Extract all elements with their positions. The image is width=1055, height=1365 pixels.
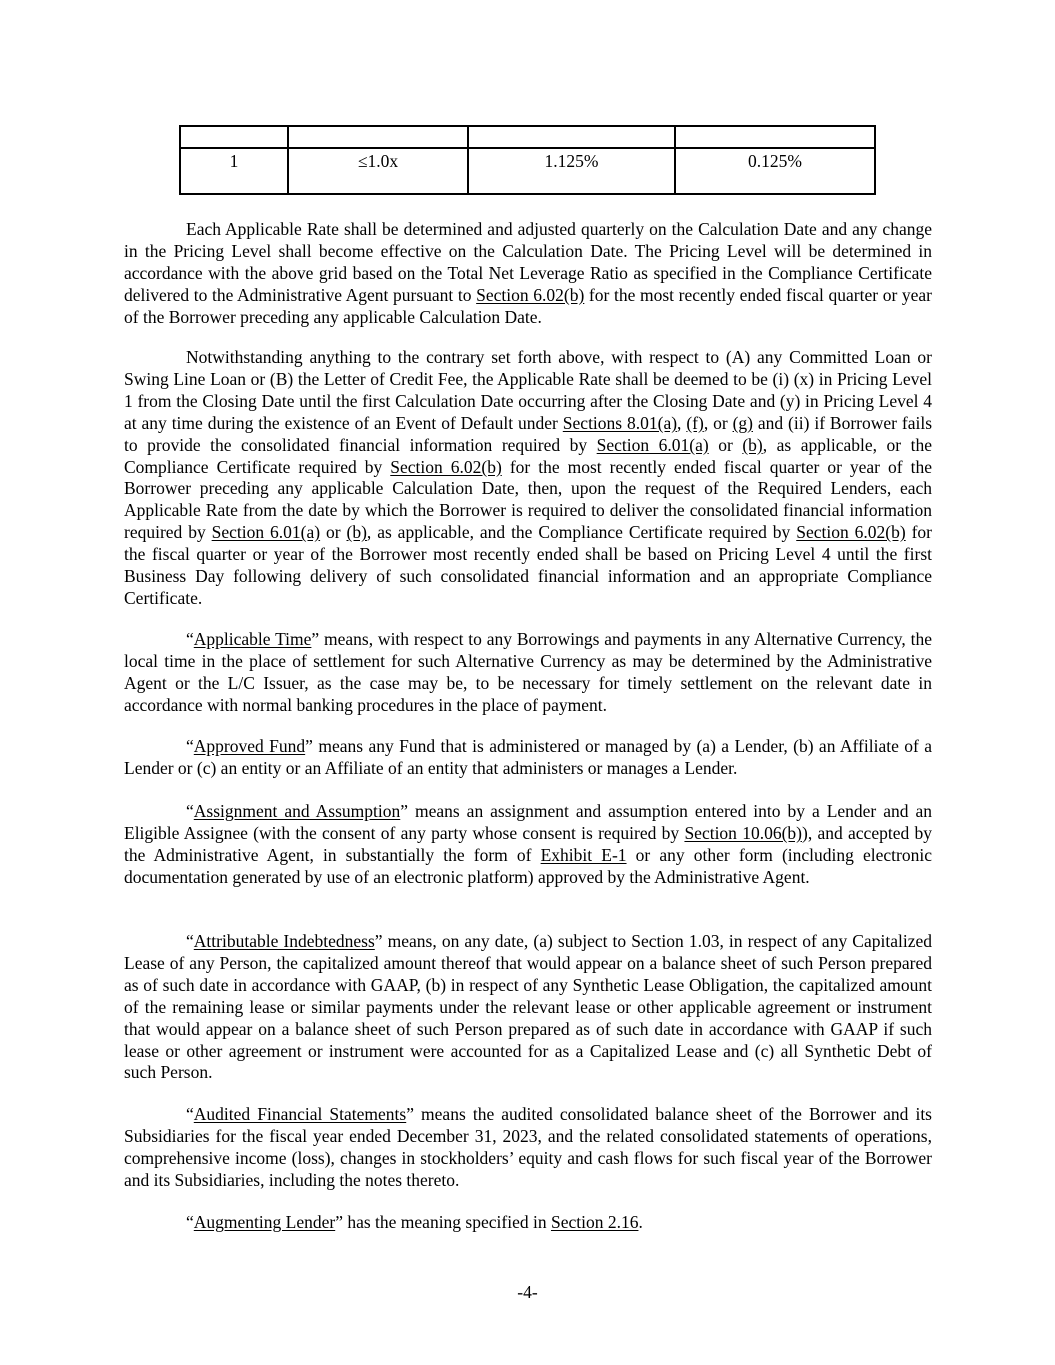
table-cell [675,126,875,148]
definition-attributable-indebtedness: “Attributable Indebtedness” means, on any date, (a) subject to Section 1.03, in respect of any Capitalized Lease of any Person, the capitalized amount thereof that would appear on a balance sheet of such Person prepared as of such date in accordance with GAAP, (b) in respect of any Synthetic Lease Obligation, the capitalized amount of the remaining lease or similar payments under the relevant lease or other applicable agreement or instrument that would appear on a balance sheet of such Person prepared as of such date in accordance with GAAP if such lease or other agreement or instrument were accounted for as a Capitalized Lease and (c) all Synthetic Debt of such Person. [124,931,932,1083]
section-link[interactable]: Section 2.16 [550,1212,639,1232]
section-link[interactable]: (b) [346,522,367,543]
defined-term: Applicable Time [193,629,312,649]
section-link[interactable]: (b) [742,434,763,455]
definition-audited-financial-statements: “Audited Financial Statements” means the audited consolidated balance sheet of the Borrower and its Subsidiaries for the fiscal year ended December 31, 2023, and the related consolidated statements of operations, comprehensive income (loss), changes in stockholders’ equity and cash flows for such fiscal year of the Borrower and its Subsidiaries, including the notes thereto. [124,1104,932,1190]
section-link[interactable]: Section 6.02(b) [390,456,502,477]
paragraph-applicable-rate-adjustment: Each Applicable Rate shall be determined and adjusted quarterly on the Calculation Date and any change in the Pricing Level shall become effective on the Calculation Date. The Pricing Level will be determined in accordance with the above grid based on the Total Net Leverage Ratio as specified in the Compliance Certificate delivered to the Administrative Agent pursuant to Section 6.02(b) for the most recently ended fiscal quarter or year of the Borrower preceding any applicable Calculation Date. [124,219,933,327]
paragraph-notwithstanding: Notwithstanding anything to the contrary set forth above, with respect to (A) any Committed Loan or Swing Line Loan or (B) the Letter of Credit Fee, the Applicable Rate shall be deemed to be (i) (x) in Pricing Level 1 from the Closing Date until the first Calculation Date occurring after the Closing Date and (y) in Pricing Level 4 at any time during the existence of an Event of Default under Sections 8.01(a), (f), or (g) and (ii) if Borrower fails to provide the consolidated financial information required by Section 6.01(a) or (b), as applicable, or the Compliance Certificate required by Section 6.02(b) for the most recently ended fiscal quarter or year of the Borrower preceding any applicable Calculation Date, then, upon the request of the Required Lenders, each Applicable Rate from the date by which the Borrower is required to deliver the consolidated financial information required by Section 6.01(a) or (b), as applicable, and the Compliance Certificate required by Section 6.02(b) for the fiscal quarter or year of the Borrower most recently ended shall be based on Pricing Level 4 until the first Business Day following delivery of such consolidated financial information and an appropriate Compliance Certificate. [124,347,933,608]
section-link[interactable]: Section 6.02(b) [476,284,585,305]
table-cell-fee: 0.125% [675,148,875,194]
table-cell [180,126,288,148]
section-link[interactable]: Section 6.02(b) [796,522,906,543]
table-cell [468,126,675,148]
pricing-grid-table [179,125,876,195]
definition-assignment-and-assumption: “Assignment and Assumption” means an assignment and assumption entered into by a Lender and an Eligible Assignee (with the consent of any party whose consent is required by Section 10.06(b)), and accepted by the Administrative Agent, in substantially the form of Exhibit E-1 or any other form (including electronic documentation generated by use of an electronic platform) approved by the Administrative Agent. [124,801,933,887]
table-header-row [180,126,875,148]
definition-applicable-time: “Applicable Time” means, with respect to any Borrowings and payments in any Alternative Currency, the local time in the place of settlement for such Alternative Currency as may be determined by the Administrative Agent or the L/C Issuer, as the case may be, to be necessary for timely settlement on the relevant date in accordance with normal banking procedures in the place of payment. [124,629,933,715]
section-link[interactable]: (g) [732,412,753,433]
definition-augmenting-lender: “Augmenting Lender” has the meaning specified in Section 2.16. [186,1212,643,1232]
defined-term: Approved Fund [193,736,306,756]
table-cell [288,126,468,148]
definition-approved-fund: “Approved Fund” means any Fund that is administered or managed by (a) a Lender, (b) an Affiliate of a Lender or (c) an entity or an Affiliate of an entity that administers or manages a Lender. [124,736,932,778]
table-cell-level: 1 [180,148,288,194]
page-number: -4- [517,1282,538,1302]
defined-term: Augmenting Lender [193,1212,336,1232]
defined-term: Attributable Indebtedness [193,931,375,951]
section-link[interactable]: (f) [686,412,704,433]
section-link[interactable]: Section 10.06(b) [684,822,802,843]
table-row [180,148,875,194]
table-cell-ratio: ≤1.0x [288,148,468,194]
section-link[interactable]: Sections 8.01(a) [562,412,678,433]
section-link[interactable]: Section 6.01(a) [596,434,709,455]
defined-term: Assignment and Assumption [193,801,401,821]
exhibit-link[interactable]: Exhibit E-1 [540,844,627,865]
table-cell-rate: 1.125% [468,148,675,194]
section-link[interactable]: Section 6.01(a) [211,522,321,543]
defined-term: Audited Financial Statements [193,1104,407,1124]
